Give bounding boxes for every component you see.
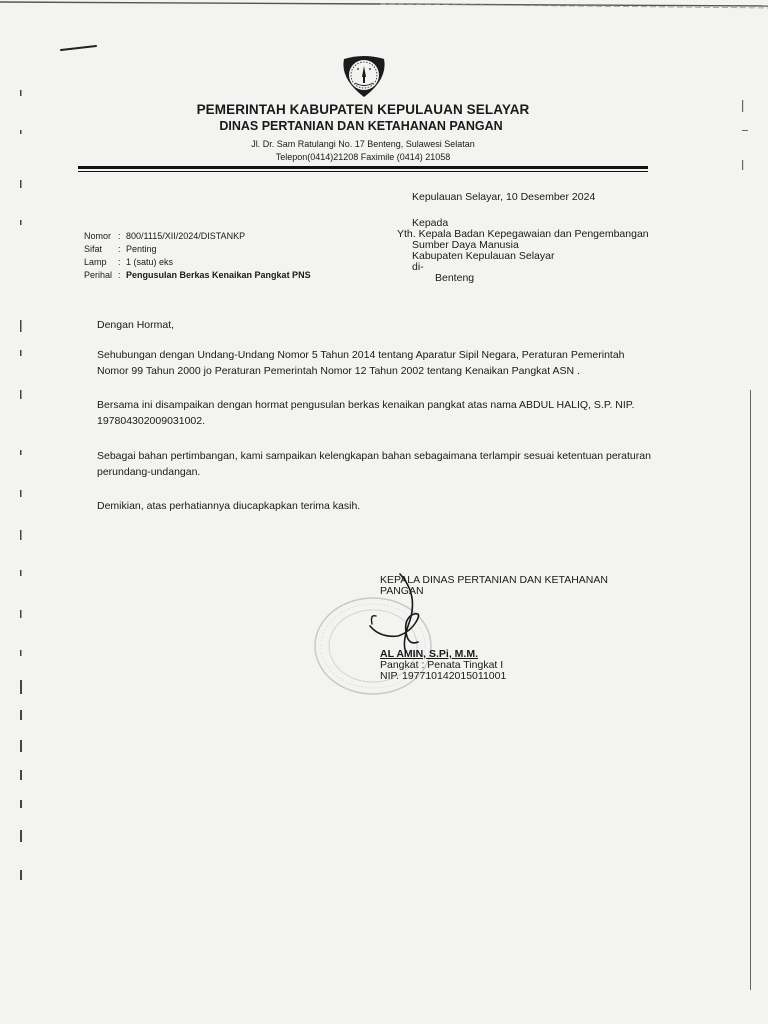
addressee-line2: Sumber Daya Manusia <box>412 239 519 251</box>
meta-nomor: Nomor : 800/1115/XII/2024/DISTANKP <box>84 231 246 241</box>
scan-edge-artifact <box>0 0 768 14</box>
pen-mark <box>60 42 102 54</box>
scan-left-edge <box>18 90 26 990</box>
signatory-title-line1: KEPALA DINAS PERTANIAN DAN KETAHANAN <box>380 574 608 586</box>
body-paragraph-2: Bersama ini disampaikan dengan hormat pengusulan berkas kenaikan pangkat atas nama ABDUL HALIQ, S.P. NIP. 197804302009031002. <box>97 399 635 427</box>
regency-emblem-icon <box>338 53 390 99</box>
place-date: Kepulauan Selayar, 10 Desember 2024 <box>412 191 596 203</box>
addressee-line1: Yth. Kepala Badan Kepegawaian dan Pengembangan <box>397 228 649 240</box>
addressee-kepada: Kepada <box>412 217 449 229</box>
letterhead-phone: Telepon(0414)21208 Faximile (0414) 21058 <box>275 152 451 162</box>
letterhead-rule-thick <box>78 166 648 169</box>
signatory-name: AL AMIN, S.Pi, M.M. <box>380 648 479 660</box>
addressee-line3: Kabupaten Kepulauan Selayar <box>412 250 555 262</box>
signatory-nip: NIP. 197710142015011001 <box>380 670 507 682</box>
letterhead-agency: DINAS PERTANIAN DAN KETAHANAN PANGAN <box>219 119 503 133</box>
signatory-title-line2: PANGAN <box>380 585 424 597</box>
body-paragraph-3: Sebagai bahan pertimbangan, kami sampaikan kelengkapan bahan sebagaimana terlampir sesuai ketentuan peraturan perundang-undangan. <box>97 450 651 478</box>
meta-perihal: Perihal : Pengusulan Berkas Kenaikan Pangkat PNS <box>84 270 311 280</box>
letterhead-address: Jl. Dr. Sam Ratulangi No. 17 Benteng, Sulawesi Selatan <box>251 139 475 149</box>
addressee-di: di- <box>412 261 424 273</box>
meta-lamp: Lamp : 1 (satu) eks <box>84 257 174 267</box>
salutation: Dengan Hormat, <box>97 319 175 331</box>
letterhead-rule-thin <box>78 171 648 172</box>
letterhead-government: PEMERINTAH KABUPATEN KEPULAUAN SELAYAR <box>196 102 530 117</box>
scan-right-edge <box>738 90 758 990</box>
closing-line: Demikian, atas perhatiannya diucapkapkan terima kasih. <box>97 500 361 512</box>
body-paragraph-1: Sehubungan dengan Undang-Undang Nomor 5 Tahun 2014 tentang Aparatur Sipil Negara, Peraturan Pemerintah Nomor 99 Tahun 2000 jo Peraturan Pemerintah Nomor 12 Tahun 2002 tentang Kenaikan Pangkat ASN . <box>97 349 625 377</box>
meta-sifat: Sifat : Penting <box>84 244 157 254</box>
addressee-city: Benteng <box>435 272 475 284</box>
signatory-rank: Pangkat : Penata Tingkat I <box>380 659 504 671</box>
